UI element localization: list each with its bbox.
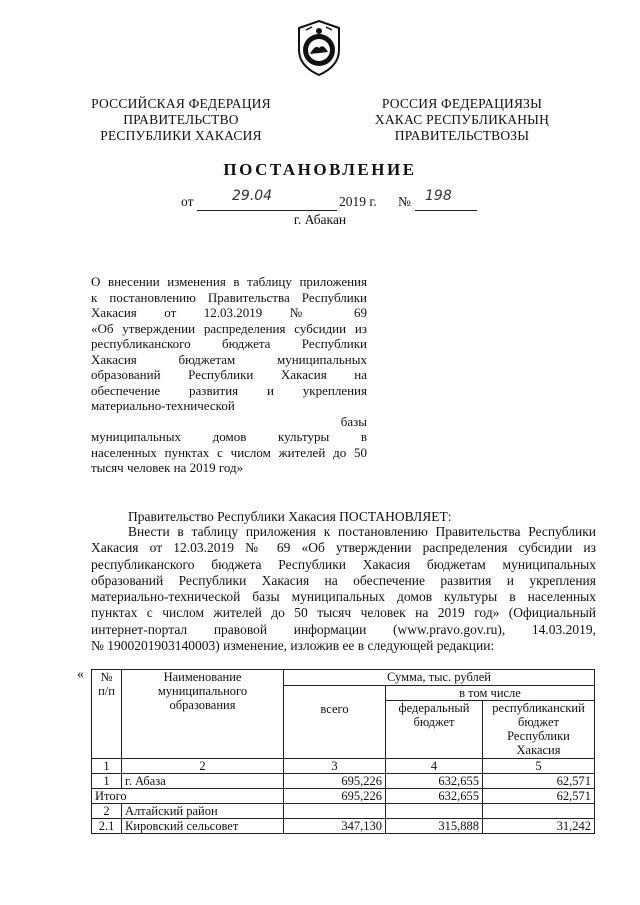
table-cell xyxy=(483,804,595,819)
header-left-line: РОССИЙСКАЯ ФЕДЕРАЦИЯ xyxy=(91,96,271,111)
subsidy-table xyxy=(91,669,595,834)
subject-line: муниципальных домов культуры в xyxy=(91,429,367,444)
header-left-line: РЕСПУБЛИКИ ХАКАСИЯ xyxy=(100,128,262,143)
body-paragraph xyxy=(91,524,596,654)
header-rep-cell xyxy=(483,701,595,759)
resolves-line: Правительство Республики Хакасия ПОСТАНОВЛЯЕТ: xyxy=(128,509,452,524)
header-left xyxy=(88,96,274,144)
coat-of-arms-emblem xyxy=(292,18,346,78)
table-cell: 695,226 xyxy=(284,789,386,804)
table-row xyxy=(92,789,595,804)
table-cell xyxy=(386,804,483,819)
subject-line: образований Республики Хакасия на xyxy=(91,367,367,382)
table-cell: 2 xyxy=(92,804,122,819)
table-cell: 4 xyxy=(386,759,483,774)
column-number-row xyxy=(92,759,595,774)
table-cell: 62,571 xyxy=(483,789,595,804)
handwritten-date: 29.04 xyxy=(232,188,273,204)
table-cell: 695,226 xyxy=(284,774,386,789)
subject-line: Хакасия от 12.03.2019 № 69 xyxy=(91,305,367,320)
body-line: республиканского бюджета Республики Хакасия бюджетам муниципальных xyxy=(91,556,596,572)
table-cell: 632,655 xyxy=(386,774,483,789)
subject-line: к постановлению Правительства Республики xyxy=(91,289,367,305)
table-cell: 632,655 xyxy=(386,789,483,804)
header-right xyxy=(366,96,558,144)
subject-line: О внесении изменения в таблицу приложения xyxy=(91,274,367,289)
table-cell: 2.1 xyxy=(92,819,122,834)
header-text: образования xyxy=(169,698,236,712)
header-text: п/п xyxy=(98,684,115,698)
table-cell: 5 xyxy=(483,759,595,774)
table-row xyxy=(92,774,595,789)
header-text: Республики xyxy=(507,729,570,743)
document-title: ПОСТАНОВЛЕНИЕ xyxy=(223,160,417,179)
subject-line: населенных пунктах с числом жителей до 50 xyxy=(91,444,367,460)
table-cell: Алтайский район xyxy=(122,804,284,819)
table-cell: 31,242 xyxy=(483,819,595,834)
header-left-line: ПРАВИТЕЛЬСТВО xyxy=(123,112,239,127)
header-text: федеральный xyxy=(398,701,470,715)
header-text: республиканский xyxy=(492,701,585,715)
subject-line: тысяч человек на 2019 год» xyxy=(91,460,244,475)
body-line: пунктах с числом жителей до 50 тысяч человек на 2019 год» (Официальный xyxy=(91,605,596,621)
header-text: бюджет xyxy=(518,715,559,729)
header-number-cell xyxy=(92,670,122,759)
header-right-line: ХАКАС РЕСПУБЛИКАНЫҢ xyxy=(374,112,550,127)
subject-line: обеспечение развития и укрепления xyxy=(91,382,367,398)
table-cell: 62,571 xyxy=(483,774,595,789)
header-right-line: ПРАВИТЕЛЬСТВОЗЫ xyxy=(394,128,530,143)
header-text: № xyxy=(100,670,113,684)
subject-line: «Об утверждении распределения субсидии из xyxy=(91,320,367,336)
table-cell: 347,130 xyxy=(284,819,386,834)
handwritten-number: 198 xyxy=(425,188,452,204)
subject-line: материально-технической xyxy=(91,398,235,413)
header-sum-cell: Сумма, тыс. рублей xyxy=(284,670,595,686)
table-cell: 3 xyxy=(284,759,386,774)
open-quote: « xyxy=(77,667,84,682)
date-year: 2019 г. xyxy=(339,194,377,209)
table-cell: 1 xyxy=(92,774,122,789)
table-cell: 2 xyxy=(122,759,284,774)
header-fed-cell xyxy=(386,701,483,759)
body-line: № 1900201903140003) изменение, изложив ее в следующей редакции: xyxy=(91,638,495,654)
body-line: Хакасия от 12.03.2019 № 69 «Об утверждении распределения субсидии из xyxy=(91,540,596,556)
header-text: муниципального xyxy=(157,684,248,698)
body-line: материально-технической базы муниципальных домов культуры в населенных xyxy=(91,589,596,605)
header-text: Наименование xyxy=(163,670,242,684)
body-line: образований Республики Хакасия на обеспечение развития и укрепления xyxy=(91,572,596,588)
subject-line: базы xyxy=(340,413,367,429)
subject-line: Хакасия бюджетам муниципальных xyxy=(91,351,367,367)
table-row xyxy=(92,804,595,819)
header-text: бюджет xyxy=(413,715,455,729)
subject-block xyxy=(91,274,367,476)
number-sign: № xyxy=(398,194,411,209)
body-line: интернет-портал правовой информации (www.pravo.gov.ru), 14.03.2019, xyxy=(91,621,596,637)
header-text: Хакасия xyxy=(516,743,561,757)
city: г. Абакан xyxy=(293,212,347,227)
table-cell: 1 xyxy=(92,759,122,774)
header-total-cell: всего xyxy=(284,686,386,759)
table-row xyxy=(92,819,595,834)
table-cell: г. Абаза xyxy=(122,774,284,789)
header-right-line: РОССИЯ ФЕДЕРАЦИЯЗЫ xyxy=(381,96,543,111)
table-cell xyxy=(284,804,386,819)
body-line: Внести в таблицу приложения к постановлению Правительства Республики xyxy=(128,524,596,539)
table-cell: Кировский сельсовет xyxy=(122,819,284,834)
header-name-cell xyxy=(122,670,284,759)
subject-line: республиканского бюджета Республики xyxy=(91,336,367,351)
table-cell: 315,888 xyxy=(386,819,483,834)
header-incl-cell: в том числе xyxy=(386,686,595,701)
date-prefix: от xyxy=(181,194,194,209)
table-cell: Итого xyxy=(92,789,284,804)
